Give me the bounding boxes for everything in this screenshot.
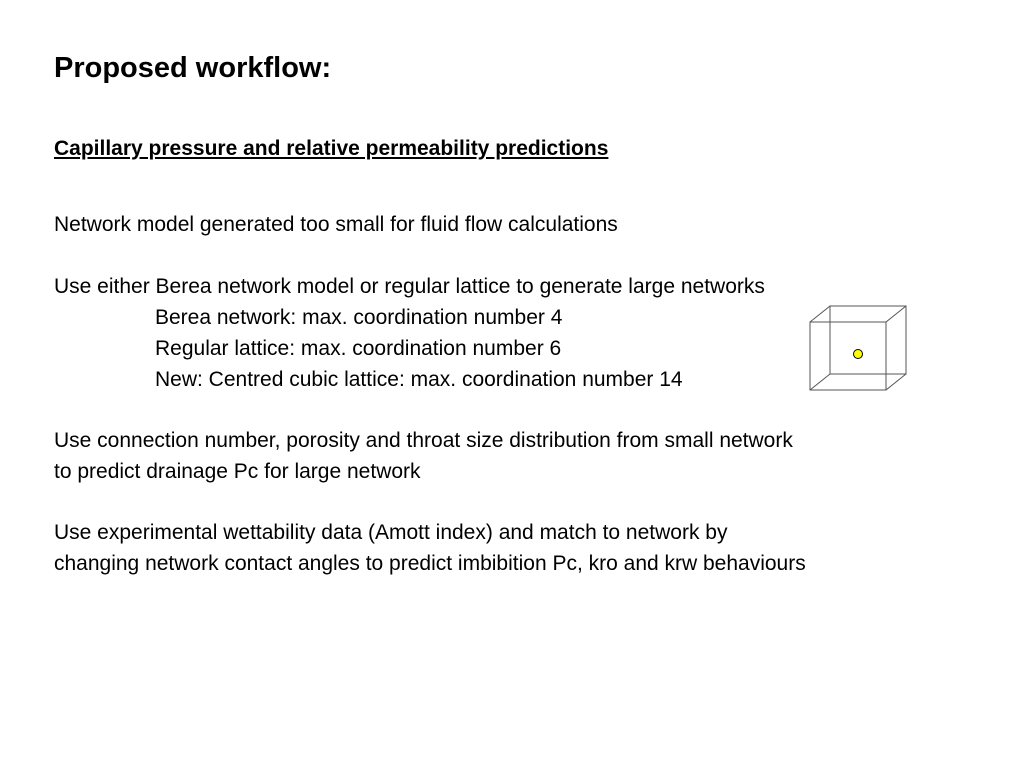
paragraph-wettability-line-2: changing network contact angles to predict imbibition Pc, kro and krw behaviours	[54, 552, 806, 575]
cube-edge-bottom-right	[886, 374, 906, 390]
slide-title: Proposed workflow:	[54, 52, 332, 84]
list-item-regular-lattice: Regular lattice: max. coordination number 6	[155, 337, 562, 360]
cube-edge-top-left	[810, 306, 830, 322]
list-item-centred-cubic: New: Centred cubic lattice: max. coordination number 14	[155, 368, 683, 391]
paragraph-wettability-line-1: Use experimental wettability data (Amott index) and match to network by	[54, 521, 728, 544]
cube-front-face	[810, 322, 886, 390]
paragraph-drainage-line-1: Use connection number, porosity and throat size distribution from small network	[54, 429, 793, 452]
centre-node-icon	[854, 350, 863, 359]
paragraph-large-networks: Use either Berea network model or regular lattice to generate large networks	[54, 275, 765, 298]
cube-edge-top-right	[886, 306, 906, 322]
cube-edge-bottom-left	[810, 374, 830, 390]
paragraph-network-small: Network model generated too small for fluid flow calculations	[54, 213, 618, 236]
list-item-berea: Berea network: max. coordination number 4	[155, 306, 563, 329]
slide-subtitle: Capillary pressure and relative permeability predictions	[54, 137, 609, 160]
paragraph-drainage-line-2: to predict drainage Pc for large network	[54, 460, 421, 483]
cube-back-face	[830, 306, 906, 374]
centred-cubic-lattice-icon	[806, 302, 910, 394]
